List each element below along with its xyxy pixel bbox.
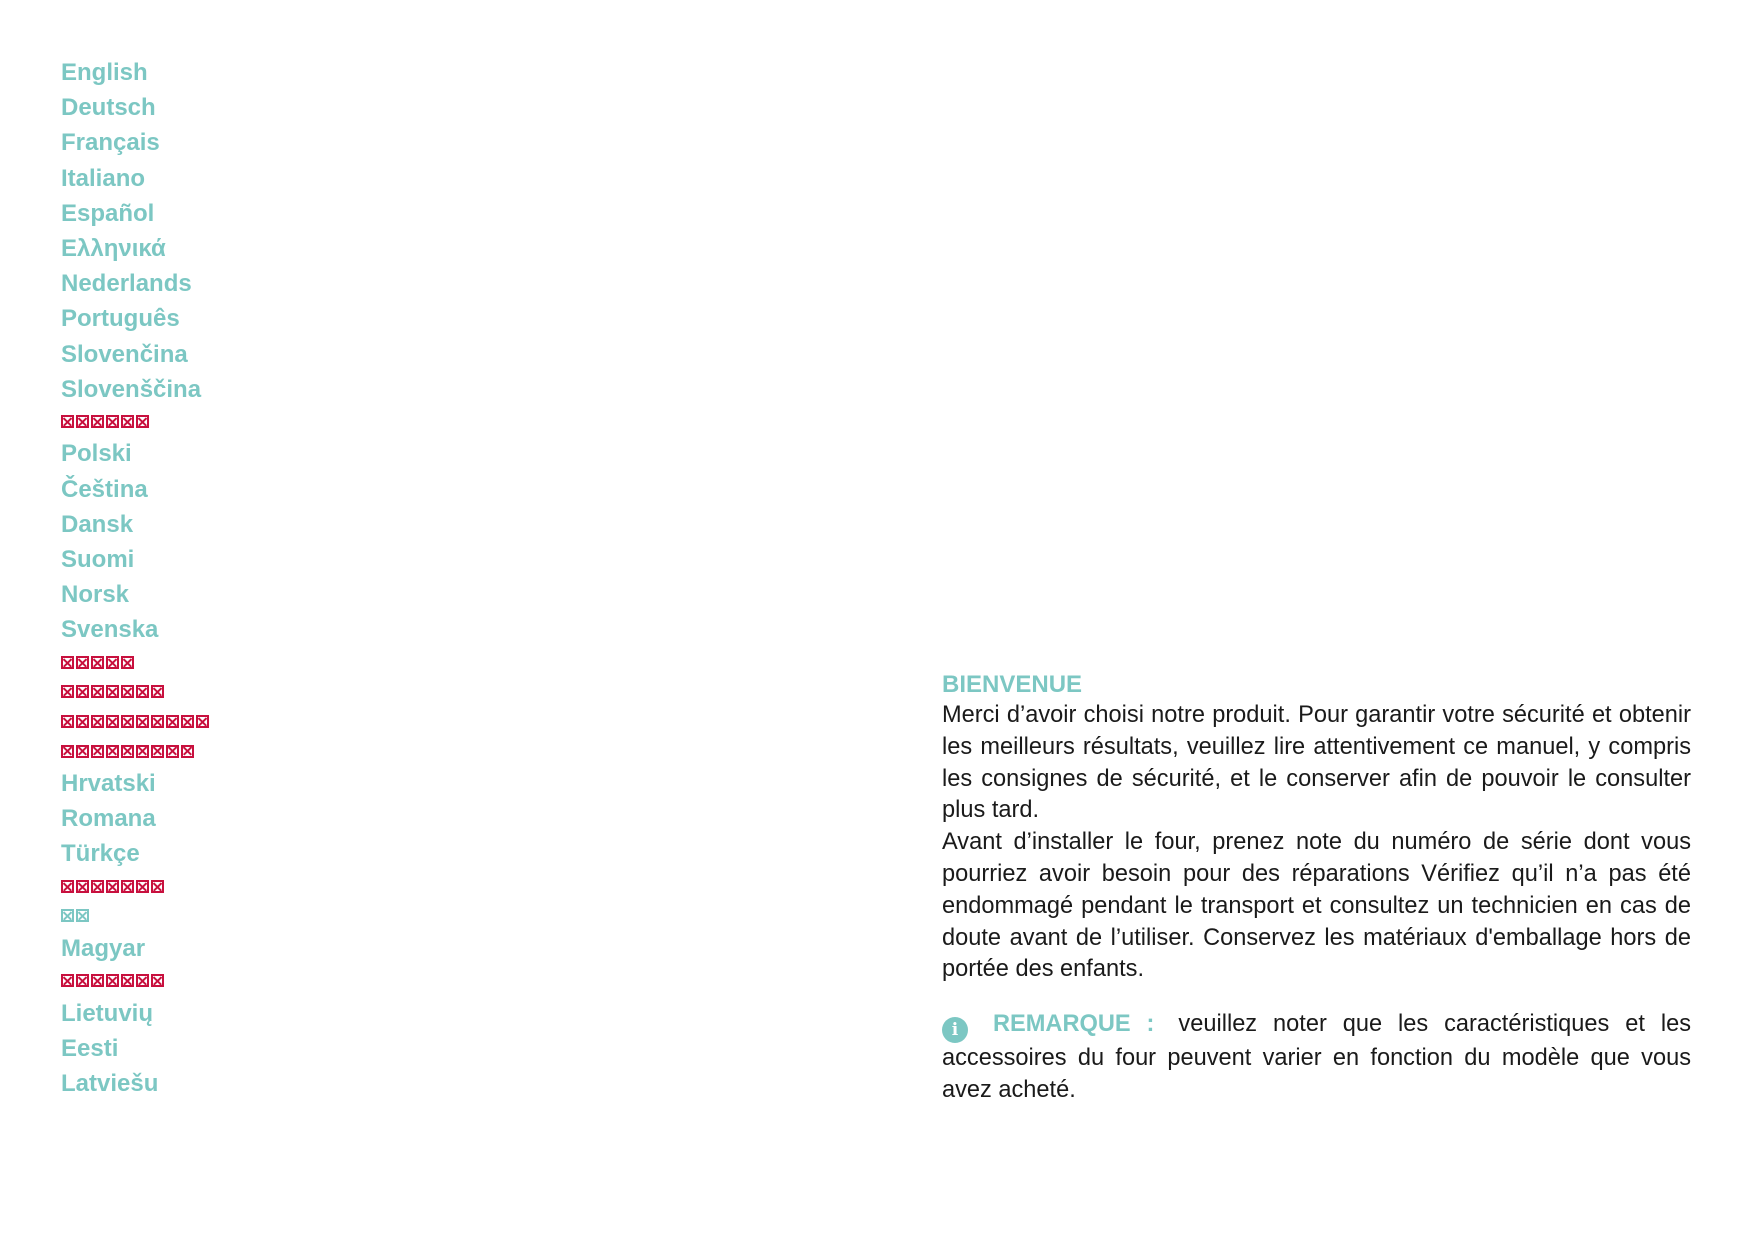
language-item-magyar[interactable]: Magyar bbox=[61, 934, 146, 962]
missing-glyph-icon bbox=[61, 415, 74, 428]
note-block bbox=[942, 1009, 1691, 1107]
missing-glyph-icon bbox=[151, 685, 164, 698]
missing-glyph-icon bbox=[121, 745, 134, 758]
language-item-português[interactable]: Português bbox=[61, 305, 180, 333]
missing-glyph-icon bbox=[106, 974, 119, 987]
note-text: veuillez noter que les caractéristiques et les accessoires du four peuvent varier en fonction du modèle que vous avez acheté. bbox=[942, 1011, 1691, 1103]
missing-glyph-icon bbox=[121, 880, 134, 893]
language-item-deutsch[interactable]: Deutsch bbox=[61, 94, 156, 122]
missing-glyph-icon bbox=[106, 415, 119, 428]
language-item-norsk[interactable]: Norsk bbox=[61, 581, 130, 609]
missing-glyph-icon bbox=[136, 415, 149, 428]
missing-glyph-icon bbox=[91, 715, 104, 728]
missing-glyph-icon bbox=[121, 715, 134, 728]
missing-glyph-label bbox=[61, 656, 134, 669]
info-icon: i bbox=[942, 1017, 968, 1043]
missing-glyph-icon bbox=[136, 880, 149, 893]
missing-glyph-icon bbox=[76, 656, 89, 669]
missing-glyph-icon bbox=[61, 745, 74, 758]
missing-glyph-icon bbox=[61, 656, 74, 669]
language-item-unrendered[interactable] bbox=[61, 901, 209, 931]
language-item-eesti[interactable]: Eesti bbox=[61, 1034, 119, 1062]
missing-glyph-icon bbox=[61, 974, 74, 987]
missing-glyph-icon bbox=[136, 685, 149, 698]
missing-glyph-icon bbox=[121, 974, 134, 987]
missing-glyph-icon bbox=[166, 715, 179, 728]
missing-glyph-icon bbox=[151, 880, 164, 893]
missing-glyph-icon bbox=[106, 685, 119, 698]
language-item-slovenščina[interactable]: Slovenščina bbox=[61, 375, 202, 403]
missing-glyph-icon bbox=[76, 415, 89, 428]
language-item-english[interactable]: English bbox=[61, 59, 148, 86]
missing-glyph-icon bbox=[106, 880, 119, 893]
missing-glyph-icon bbox=[121, 685, 134, 698]
missing-glyph-icon bbox=[76, 974, 89, 987]
missing-glyph-label bbox=[61, 685, 164, 698]
missing-glyph-icon bbox=[76, 685, 89, 698]
language-item-dansk[interactable]: Dansk bbox=[61, 510, 134, 538]
missing-glyph-icon bbox=[61, 909, 74, 922]
language-item-türkçe[interactable]: Türkçe bbox=[61, 840, 140, 868]
missing-glyph-label bbox=[61, 745, 194, 758]
missing-glyph-icon bbox=[181, 745, 194, 758]
missing-glyph-icon bbox=[151, 974, 164, 987]
language-item-français[interactable]: Français bbox=[61, 129, 160, 157]
missing-glyph-icon bbox=[166, 745, 179, 758]
language-item-unrendered[interactable] bbox=[61, 677, 209, 707]
welcome-paragraph-1: Merci d’avoir choisi notre produit. Pour garantir votre sécurité et obtenir les meilleurs résultats, veuillez lire attentivement ce manuel, y compris les consignes de sécurité, et le conserver afin de pouvoir le consulter plus tard. bbox=[942, 702, 1691, 824]
language-item-unrendered[interactable] bbox=[61, 872, 209, 902]
missing-glyph-icon bbox=[61, 880, 74, 893]
missing-glyph-icon bbox=[181, 715, 194, 728]
language-item-suomi[interactable]: Suomi bbox=[61, 546, 135, 574]
missing-glyph-label bbox=[61, 909, 89, 922]
language-item-unrendered[interactable] bbox=[61, 966, 209, 996]
missing-glyph-icon bbox=[76, 880, 89, 893]
missing-glyph-label bbox=[61, 974, 164, 987]
missing-glyph-icon bbox=[106, 656, 119, 669]
language-item-svenska[interactable]: Svenska bbox=[61, 616, 159, 644]
missing-glyph-icon bbox=[91, 880, 104, 893]
missing-glyph-icon bbox=[121, 656, 134, 669]
missing-glyph-icon bbox=[61, 715, 74, 728]
language-item-hrvatski[interactable]: Hrvatski bbox=[61, 769, 156, 797]
missing-glyph-icon bbox=[76, 715, 89, 728]
language-list bbox=[61, 55, 209, 1101]
language-item-latviešu[interactable]: Latviešu bbox=[61, 1069, 159, 1097]
welcome-section bbox=[942, 668, 1691, 1107]
language-item-español[interactable]: Español bbox=[61, 199, 155, 227]
language-item-lietuvių[interactable]: Lietuvių bbox=[61, 999, 154, 1027]
missing-glyph-icon bbox=[91, 974, 104, 987]
language-item-slovenčina[interactable]: Slovenčina bbox=[61, 340, 188, 368]
missing-glyph-label bbox=[61, 880, 164, 893]
missing-glyph-icon bbox=[91, 745, 104, 758]
missing-glyph-icon bbox=[61, 685, 74, 698]
missing-glyph-icon bbox=[136, 745, 149, 758]
language-item-italiano[interactable]: Italiano bbox=[61, 164, 146, 192]
missing-glyph-icon bbox=[91, 656, 104, 669]
missing-glyph-icon bbox=[121, 415, 134, 428]
language-item-romana[interactable]: Romana bbox=[61, 805, 156, 833]
language-item-nederlands[interactable]: Nederlands bbox=[61, 270, 192, 298]
language-item-unrendered[interactable] bbox=[61, 407, 209, 437]
missing-glyph-icon bbox=[136, 715, 149, 728]
note-label: REMARQUE : bbox=[993, 1011, 1155, 1038]
missing-glyph-icon bbox=[106, 745, 119, 758]
missing-glyph-icon bbox=[136, 974, 149, 987]
missing-glyph-icon bbox=[76, 745, 89, 758]
language-item-čeština[interactable]: Čeština bbox=[61, 475, 148, 503]
missing-glyph-label bbox=[61, 715, 209, 728]
welcome-paragraph-2: Avant d’installer le four, prenez note du numéro de série dont vous pourriez avoir besoin pour des réparations Vérifiez qu’il n’a pas été endommagé pendant le transport et consultez un technicien en cas de doute avant de l’utiliser. Conservez les matériaux d'emballage hors de portée des enfants. bbox=[942, 829, 1691, 983]
missing-glyph-icon bbox=[196, 715, 209, 728]
welcome-title: BIENVENUE bbox=[942, 671, 1083, 698]
missing-glyph-icon bbox=[106, 715, 119, 728]
language-item-unrendered[interactable] bbox=[61, 707, 209, 737]
missing-glyph-icon bbox=[91, 415, 104, 428]
language-item-unrendered[interactable] bbox=[61, 648, 209, 678]
missing-glyph-icon bbox=[91, 685, 104, 698]
language-item-polski[interactable]: Polski bbox=[61, 440, 132, 468]
missing-glyph-icon bbox=[151, 715, 164, 728]
missing-glyph-label bbox=[61, 415, 149, 428]
language-item-ελληνικά[interactable]: Ελληνικά bbox=[61, 234, 166, 262]
missing-glyph-icon bbox=[76, 909, 89, 922]
missing-glyph-icon bbox=[151, 745, 164, 758]
language-item-unrendered[interactable] bbox=[61, 736, 209, 766]
